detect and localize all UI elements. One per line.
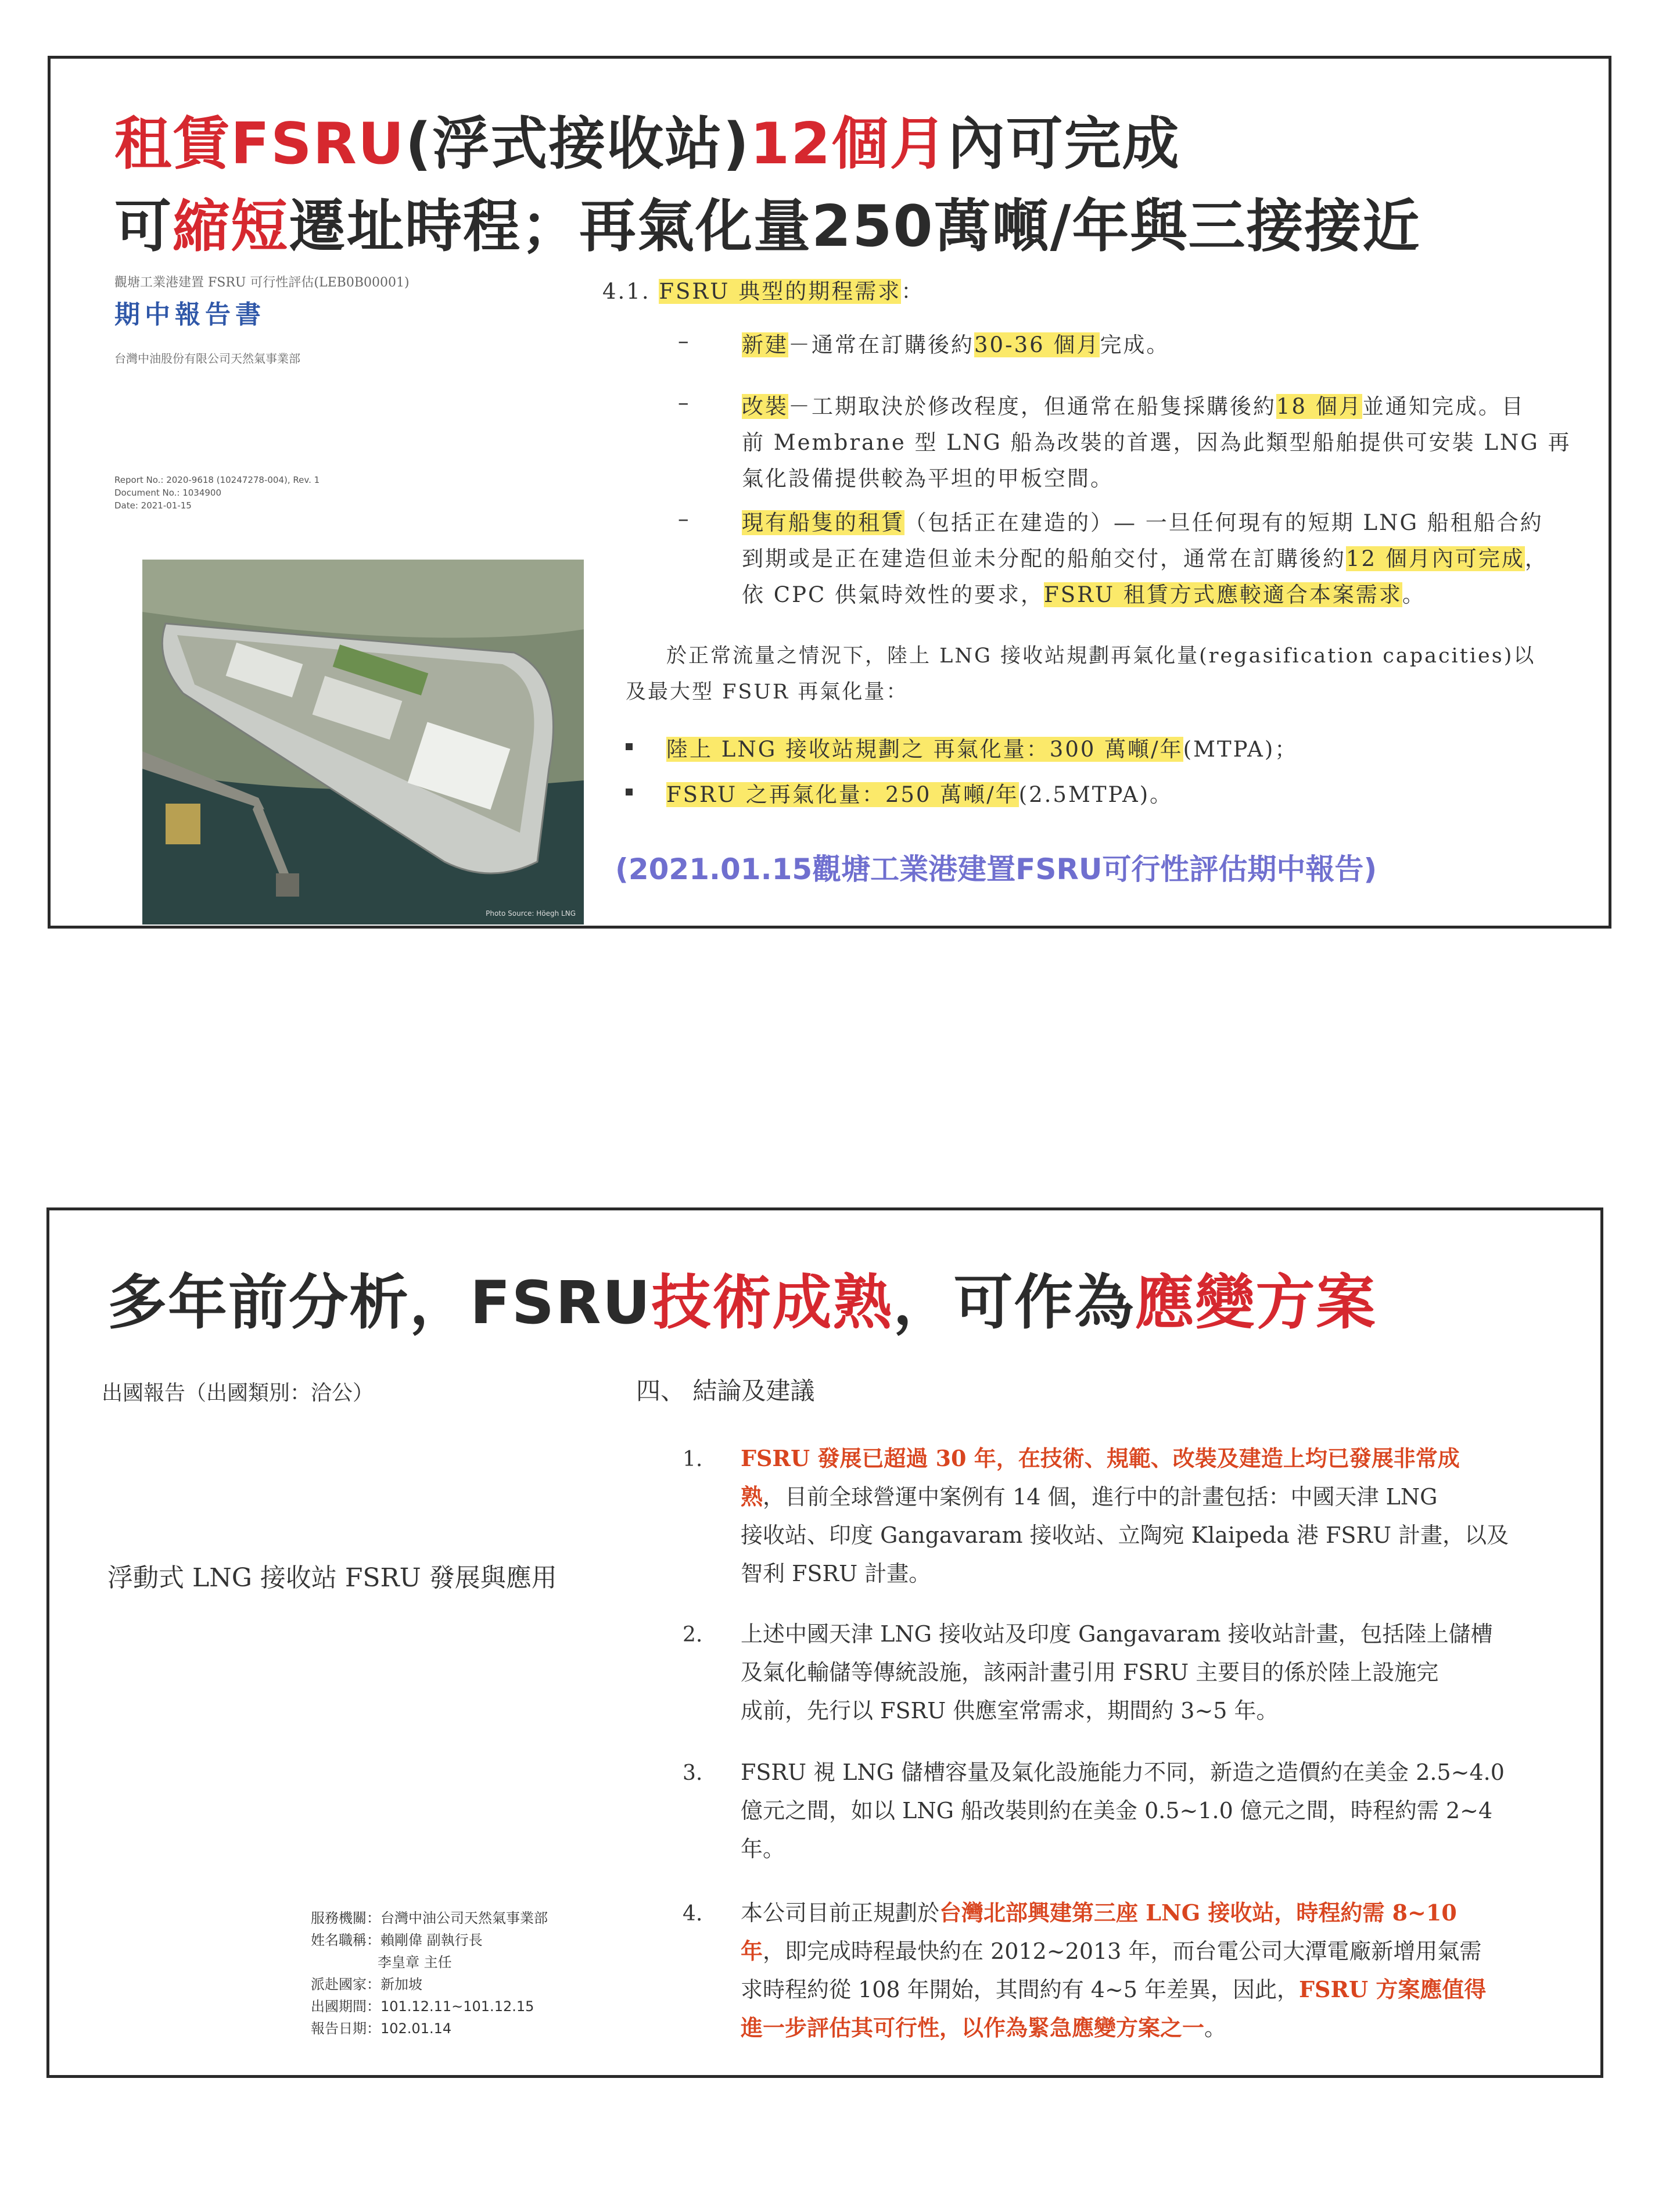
fsru-analysis-panel [46,1207,1603,2078]
signature-name: 姓名職稱：賴剛偉 副執行長 [311,1932,483,1948]
signature-country: 派赴國家：新加坡 [311,1976,422,1993]
fsru-lease-panel [48,56,1611,929]
dash-1: – [678,328,689,353]
capacity-paragraph-line2: 及最大型 FSUR 再氣化量： [626,680,909,704]
bullet-square-2 [626,789,633,795]
item-number: 2. [683,1623,703,1647]
conclusion-item-1: FSRU 發展已超過 30 年，在技術、規範、改裝及建造上均已發展非常成 熟，目前全球營運中案例有 14 個，進行中的計畫包括：中國天津 LNG 接收站、印度 Gangavaram 接收站、立陶宛 Klaipeda 港 FSRU 計畫，以及 智利 FSRU 計畫。 [741,1445,1509,1586]
panel1-title-line1: 租賃FSRU(浮式接收站)12個月內可完成 [114,111,1180,177]
document-number: Document No.: 1034900 [114,488,222,498]
ship-illustration [142,560,584,924]
dash-2: – [678,390,689,415]
report-date: Date: 2021-01-15 [114,500,192,511]
signature-name-2: 李皇章 主任 [378,1954,452,1970]
item-conversion-line1: 改裝－工期取決於修改程度，但通常在船隻採購後約18 個月並通知完成。目 [742,394,1525,419]
panel2-title: 多年前分析，FSRU技術成熟，可作為應變方案 [107,1268,1377,1338]
item-number: 1. [683,1447,703,1471]
report-title: 浮動式 LNG 接收站 FSRU 發展與應用 [107,1563,557,1593]
conclusion-item-3: FSRU 視 LNG 儲槽容量及氣化設施能力不同，新造之造價約在美金 2.5~4.0 億元之間，如以 LNG 船改裝則約在美金 0.5~1.0 億元之間，時程約需 2~4 年。 [741,1760,1505,1862]
capacity-paragraph-line1: 於正常流量之情況下，陸上 LNG 接收站規劃再氣化量(regasification capacities)以 [666,644,1536,668]
item-conversion-line2: 前 Membrane 型 LNG 船為改裝的首選，因為此類型船舶提供可安裝 LNG 再 [742,430,1571,455]
bullet-onshore-capacity: 陸上 LNG 接收站規劃之 再氣化量：300 萬噸/年(MTPA)； [666,737,1298,762]
dash-3: – [678,506,689,531]
item-new-build: 新建－通常在訂購後約30-36 個月完成。 [742,332,1170,357]
item-number: 4. [683,1902,703,1926]
cover-header: 觀塘工業港建置 FSRU 可行性評估(LEB0B00001) [114,275,410,290]
report-number: Report No.: 2020-9618 (10247278-004), Rev. 1 [114,475,320,485]
conclusion-heading: 四、 結論及建議 [636,1377,815,1405]
signature-period: 出國期間：101.12.11~101.12.15 [311,1998,534,2015]
signature-report-date: 報告日期：102.01.14 [311,2020,452,2037]
item-conversion-line3: 氣化設備提供較為平坦的甲板空間。 [742,466,1114,491]
conclusion-item-4: 本公司目前正規劃於台灣北部興建第三座 LNG 接收站，時程約需 8~10 年，即完成時程最快約在 2012~2013 年，而台電公司大潭電廠新增用氣需 求時程約從 108 年開始，其間約有 4~5 年差異，因此，FSRU 方案應值得 進一步評估其可行性，以作為緊急應變方案之一。 [741,1900,1487,2041]
item-lease-line2: 到期或是正在建造但並未分配的船舶交付，通常在訂購後約12 個月內可完成， [742,546,1548,571]
conclusion-item-2: 上述中國天津 LNG 接收站及印度 Gangavaram 接收站計畫，包括陸上儲槽 及氣化輸儲等傳統設施，該兩計畫引用 FSRU 主要目的係於陸上設施完 成前，先行以 FSRU 供應室常需求，期間約 3~5 年。 [741,1621,1493,1723]
section-heading: 4.1. FSRU 典型的期程需求： [602,279,925,304]
report-type: 出國報告（出國類別：洽公） [102,1381,374,1405]
source-caption: (2021.01.15觀塘工業港建置FSRU可行性評估期中報告) [615,852,1377,886]
cover-title: 期中報告書 [114,300,265,329]
bullet-square-1 [626,743,633,750]
bullet-fsru-capacity: FSRU 之再氣化量：250 萬噸/年(2.5MTPA)。 [666,782,1173,807]
item-number: 3. [683,1761,703,1785]
panel1-title-line2: 可縮短遷址時程；再氣化量250萬噸/年與三接接近 [114,193,1421,260]
signature-agency: 服務機關：台灣中油公司天然氣事業部 [311,1910,548,1926]
item-lease-line3: 依 CPC 供氣時效性的要求，FSRU 租賃方式應較適合本案需求。 [742,582,1426,607]
item-lease-line1: 現有船隻的租賃（包括正在建造的）— 一旦任何現有的短期 LNG 船租船合約 [742,510,1543,535]
fsru-ship-photo [142,560,584,924]
cover-organization: 台灣中油股份有限公司天然氣事業部 [114,352,300,365]
photo-credit: Photo Source: Höegh LNG [486,909,576,918]
